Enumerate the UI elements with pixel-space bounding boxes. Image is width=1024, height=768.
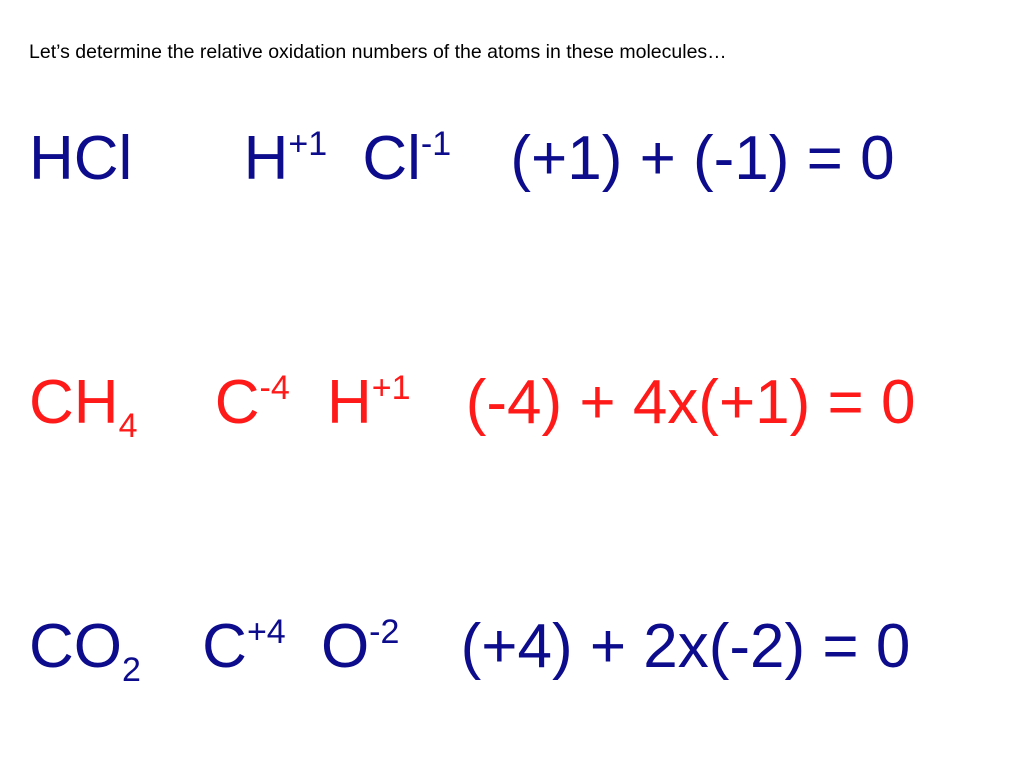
- row-hcl: [29, 124, 895, 193]
- formula-sub: 4: [118, 407, 138, 445]
- formula: [29, 368, 138, 445]
- atom1-ox: +1: [288, 125, 328, 163]
- equation: (+4) + 2x(-2) = 0: [460, 612, 911, 681]
- atom2-symbol: Cl: [362, 124, 421, 193]
- atom1-symbol: C: [202, 612, 247, 681]
- atom2-symbol: H: [326, 368, 372, 437]
- intro-text: Let’s determine the relative oxidation numbers of the atoms in these molecules…: [29, 41, 727, 63]
- atom1-ox: +4: [246, 613, 286, 651]
- atom2: [320, 612, 400, 681]
- atom2-ox: -2: [369, 613, 400, 651]
- equation: (+1) + (-1) = 0: [510, 124, 895, 193]
- atom2-symbol: O: [320, 612, 370, 681]
- formula-main: CO: [29, 612, 122, 681]
- formula-main: CH: [29, 368, 119, 437]
- atom2-ox: +1: [371, 369, 411, 407]
- formula: [29, 612, 141, 689]
- atom1-symbol: C: [214, 368, 260, 437]
- row-ch4: [29, 368, 916, 445]
- row-co2: [29, 612, 911, 689]
- atom1: [214, 368, 290, 437]
- atom2-ox: -1: [420, 125, 452, 163]
- atom2: [362, 124, 452, 193]
- atom1-symbol: H: [243, 124, 289, 193]
- equation: (-4) + 4x(+1) = 0: [465, 368, 916, 437]
- atom1: [243, 124, 328, 193]
- atom1: [202, 612, 286, 681]
- formula: HCl: [29, 124, 133, 193]
- formula-sub: 2: [122, 651, 141, 689]
- atom1-ox: -4: [259, 369, 290, 407]
- atom2: [326, 368, 411, 437]
